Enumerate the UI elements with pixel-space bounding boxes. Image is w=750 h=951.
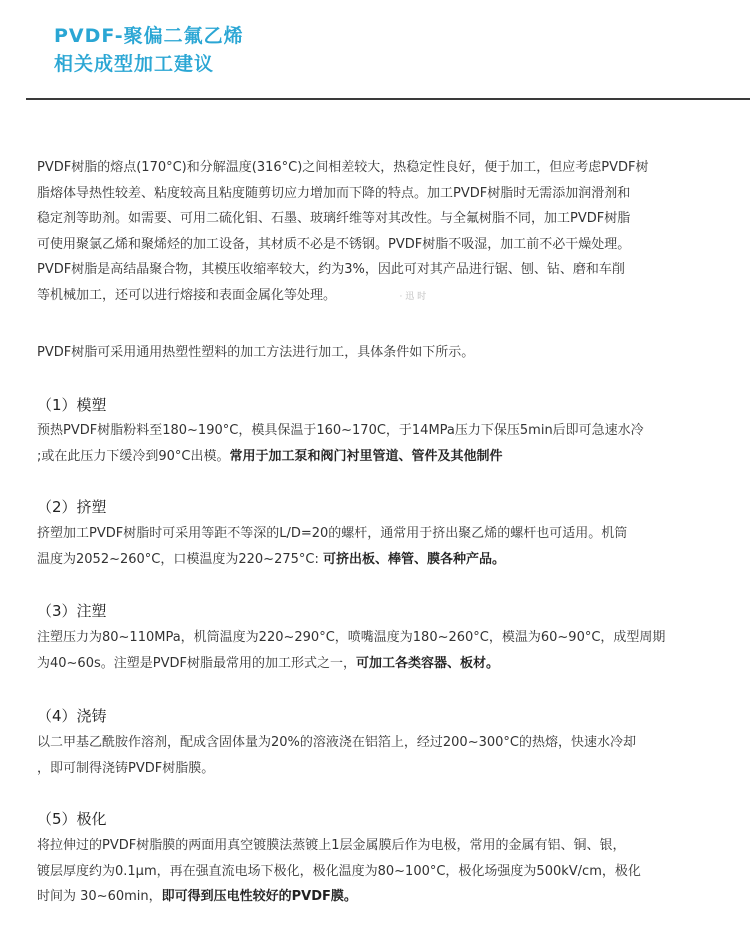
- section-line-bold: 常用于加工泵和阀门衬里管道、管件及其他制件: [229, 448, 503, 464]
- section-body-polarization: [37, 833, 727, 910]
- section-line-text: 注塑压力为80~110MPa，机筒温度为220~290°C，喷嘴温度为180~260°C，模温为60~90°C，成型周期: [37, 630, 666, 645]
- section-body-molding: [37, 418, 727, 469]
- title-divider: [26, 98, 750, 100]
- section-body-injection: [37, 625, 727, 676]
- section-heading-molding: （1）模塑: [37, 396, 107, 414]
- intro-line: PVDF树脂是高结晶聚合物，其模压收缩率较大，约为3%，因此可对其产品进行锯、刨、钻、磨和车削: [37, 262, 625, 277]
- intro-line: 稳定剂等助剂。如需要、可用二硫化钼、石墨、玻璃纤维等对其改性。与全氟树脂不同，加工PVDF树脂: [37, 211, 631, 226]
- section-line-text: 时间为 30~60min，: [37, 889, 162, 904]
- section-line-bold: 即可得到压电性较好的PVDF膜。: [161, 889, 357, 904]
- section-line-text: ;或在此压力下缓冷到90°C出模。: [37, 448, 230, 464]
- intro2-line: PVDF树脂可采用通用热塑性塑料的加工方法进行加工，具体条件如下所示。: [37, 345, 475, 360]
- intro-paragraph-2: [37, 340, 727, 366]
- title-block: [54, 22, 244, 78]
- section-line-text: ，即可制得浇铸PVDF树脂膜。: [37, 760, 215, 776]
- section-line-bold: 可挤出板、棒管、膜各种产品。: [322, 551, 505, 567]
- intro-line: 脂熔体导热性较差、粘度较高且粘度随剪切应力增加而下降的特点。加工PVDF树脂时无需添加润滑剂和: [37, 185, 631, 201]
- intro-line: PVDF树脂的熔点(170°C)和分解温度(316°C)之间相差较大，热稳定性良好，便于加工，但应考虑PVDF树: [37, 160, 649, 175]
- section-line-text: 温度为2052~260°C，口模温度为220~275°C:: [37, 551, 323, 567]
- section-line-text: 以二甲基乙酰胺作溶剂，配成含固体量为20%的溶液浇在铝箔上，经过200~300°C的热熔，快速水冷却: [37, 735, 636, 750]
- section-heading-extrusion: （2）挤塑: [37, 498, 107, 516]
- section-heading-injection: （3）注塑: [37, 602, 107, 620]
- section-body-extrusion: [37, 521, 727, 572]
- section-body-casting: [37, 730, 727, 781]
- section-line: [37, 833, 727, 859]
- section-line-text: 镀层厚度约为0.1μm，再在强直流电场下极化，极化温度为80~100°C，极化场强度为500kV/cm，极化: [37, 863, 641, 879]
- section-line-text: 预热PVDF树脂粉料至180~190°C，模具保温于160~170C，于14MPa压力下保压5min后即可急速水冷: [37, 423, 644, 438]
- page-title: PVDF-聚偏二氟乙烯: [54, 25, 244, 47]
- section-line: [37, 547, 727, 573]
- section-heading-casting: （4）浇铸: [37, 707, 107, 725]
- faint-text: · 迅 时: [399, 291, 427, 302]
- section-line-text: 将拉伸过的PVDF树脂膜的两面用真空镀膜法蒸镀上1层金属膜后作为电极，常用的金属有铝、铜、银，: [37, 838, 626, 853]
- section-line: [37, 756, 727, 782]
- section-line: [37, 625, 727, 651]
- section-line-bold: 可加工各类容器、板材。: [355, 655, 499, 671]
- intro-line-last: [37, 283, 727, 311]
- section-line: [37, 884, 727, 910]
- section-line: [37, 521, 727, 547]
- intro-paragraph: [37, 155, 727, 310]
- section-line: [37, 418, 727, 444]
- section-line: [37, 444, 727, 470]
- section-heading-polarization: （5）极化: [37, 810, 107, 828]
- intro-line: 可使用聚氯乙烯和聚烯烃的加工设备，其材质不必是不锈钢。PVDF树脂不吸湿，加工前不必干燥处理。: [37, 236, 631, 252]
- section-line: [37, 859, 727, 885]
- section-line-text: 为40~60s。注塑是PVDF树脂最常用的加工形式之一，: [37, 655, 356, 671]
- section-line-text: 挤塑加工PVDF树脂时可采用等距不等深的L/D=20的螺杆，通常用于挤出聚乙烯的螺杆也可适用。机筒: [37, 526, 628, 541]
- page-subtitle: 相关成型加工建议: [54, 53, 215, 75]
- intro-line-text: 等机械加工，还可以进行熔接和表面金属化等处理。: [37, 287, 330, 303]
- section-line: [37, 651, 727, 677]
- section-line: [37, 730, 727, 756]
